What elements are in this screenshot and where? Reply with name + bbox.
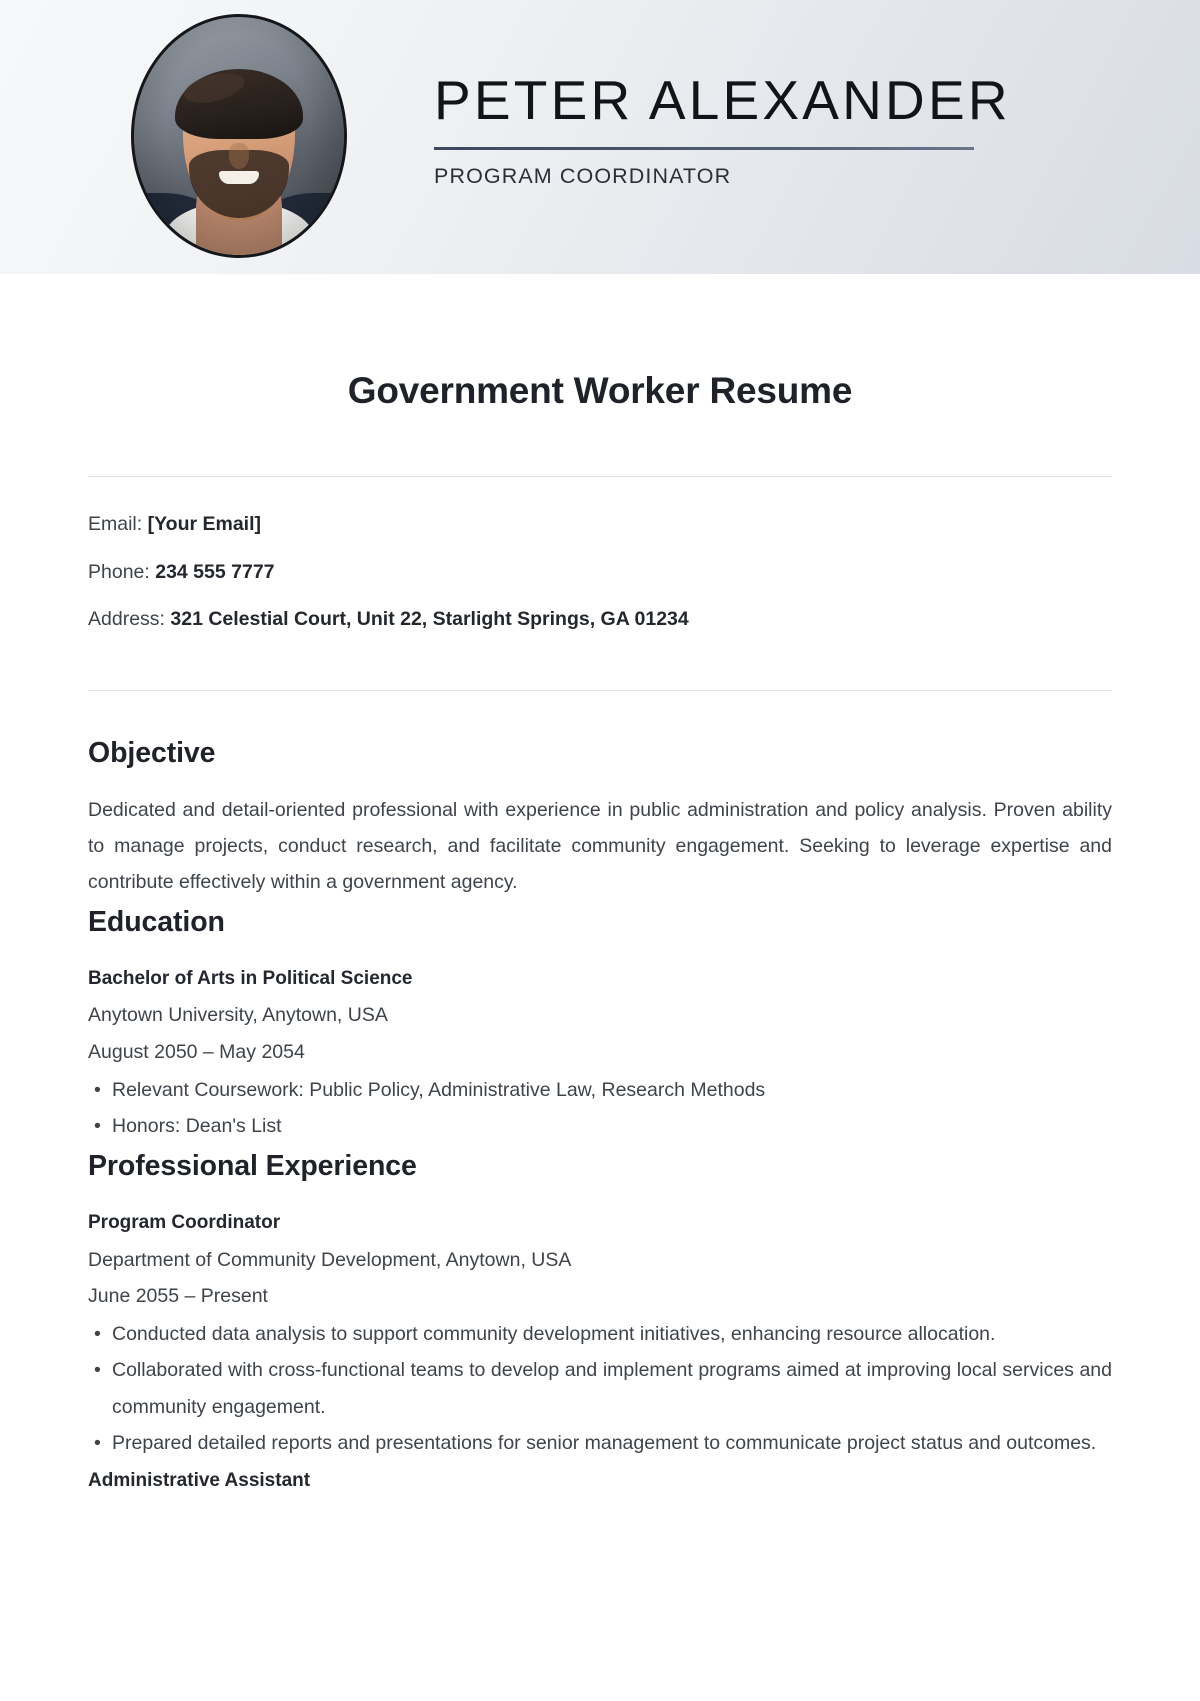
divider-contact xyxy=(88,690,1112,691)
contact-address-row xyxy=(88,610,1112,630)
education-degree: Bachelor of Arts in Political Science xyxy=(88,968,413,990)
header-banner xyxy=(0,0,1200,274)
page-title: Government Worker Resume xyxy=(347,370,853,411)
contact-email-row xyxy=(88,515,1112,535)
education-dates: August 2050 – May 2054 xyxy=(88,1040,305,1063)
list-item: • Relevant Coursework: Public Policy, Administrative Law, Research Methods xyxy=(88,1072,1112,1108)
experience-role: Program Coordinator xyxy=(88,1212,281,1234)
list-item: • Prepared detailed reports and presentations for senior management to communicate project status and outcomes. xyxy=(88,1425,1112,1461)
candidate-name: PETER ALEXANDER xyxy=(434,69,1011,131)
experience-entry xyxy=(88,1205,1112,1461)
contact-phone-row xyxy=(88,560,1112,583)
section-heading-objective: Objective xyxy=(88,736,216,769)
contact-email-label: Email: xyxy=(88,513,143,535)
experience-organization: Department of Community Development, Anytown, USA xyxy=(88,1248,572,1271)
contact-block xyxy=(88,515,1112,630)
contact-email-value: [Your Email] xyxy=(147,513,262,535)
contact-phone-label: Phone: xyxy=(88,560,150,583)
avatar xyxy=(131,14,347,258)
contact-address-label: Address: xyxy=(88,608,165,630)
education-school: Anytown University, Anytown, USA xyxy=(88,1004,388,1027)
name-underline-rule xyxy=(434,147,974,150)
experience-role-next: Administrative Assistant xyxy=(88,1470,311,1492)
candidate-job-title: PROGRAM COORDINATOR xyxy=(434,163,732,188)
list-item: • Conducted data analysis to support community development initiatives, enhancing resource allocation. xyxy=(88,1316,1112,1352)
experience-bullet-list xyxy=(88,1316,1112,1461)
experience-dates: June 2055 – Present xyxy=(88,1284,268,1307)
avatar-ring xyxy=(131,14,347,258)
section-heading-experience: Professional Experience xyxy=(88,1150,417,1183)
list-item: • Collaborated with cross-functional teams to develop and implement programs aimed at improving local services and community engagement. xyxy=(88,1352,1112,1425)
education-entry xyxy=(88,961,1112,1144)
divider-top xyxy=(88,476,1112,477)
contact-address-value: 321 Celestial Court, Unit 22, Starlight Springs, GA 01234 xyxy=(170,608,689,630)
resume-body xyxy=(0,370,1200,1499)
header-text-block xyxy=(434,69,1011,189)
list-item: • Honors: Dean's List xyxy=(88,1108,1112,1144)
objective-text: Dedicated and detail-oriented professional with experience in public administration and policy analysis. Proven ability to manage projects, conduct research, and facilitate community engagement. Seeking to leverage expertise and contribute effectively within a government agency. xyxy=(88,798,1112,894)
education-bullet-list xyxy=(88,1072,1112,1145)
contact-phone-value: 234 555 7777 xyxy=(155,560,275,583)
section-heading-education: Education xyxy=(88,906,225,939)
portrait-photo-icon xyxy=(134,17,344,255)
